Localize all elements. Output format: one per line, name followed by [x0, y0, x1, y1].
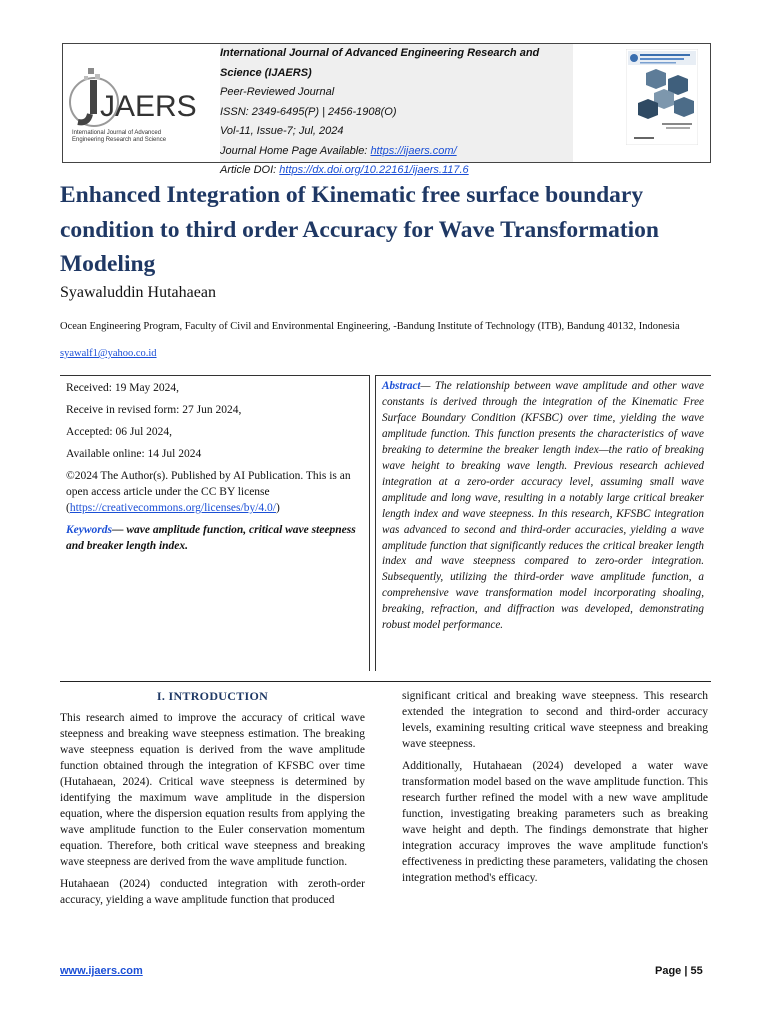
intro-paragraph-3: significant critical and breaking wave steepness. This research extended the integration to second and third-order accuracy levels, examining resulting critical wave steepness and breaking wave steepness.: [402, 690, 708, 750]
received-date: Received: 19 May 2024,: [66, 382, 180, 394]
intro-paragraph-1: This research aimed to improve the accuracy of critical wave steepness and breaking wave steepness estimation. The breaking wave steepness equation is derived from the wave amplitude function obtained through the integration of KFSBC over time (Hutahaean, 2024). Critical wave steepness is determined by identifying the maximum wave amplitude in the dispersion equation, where the dispersion equation results from applying the wave amplitude function to the Euler conservation momentum equation. Therefore, both critical wave steepness and breaking wave steepness are derived from the wave amplitude function.: [60, 712, 365, 868]
journal-cover-image: [626, 49, 698, 145]
peer-reviewed: Peer-Reviewed Journal: [220, 86, 335, 98]
issn: ISSN: 2349-6495(P) | 2456-1908(O): [220, 105, 397, 118]
license-link[interactable]: https://creativecommons.org/licenses/by/4.0/: [69, 502, 276, 514]
accepted-date: Accepted: 06 Jul 2024,: [66, 426, 173, 438]
keywords-label: Keywords: [66, 524, 112, 536]
doi-label: Article DOI:: [220, 164, 280, 176]
homepage-link[interactable]: https://ijaers.com/: [370, 144, 457, 157]
journal-header: [62, 43, 711, 176]
revised-date: Receive in revised form: 27 Jun 2024,: [66, 404, 242, 416]
license-statement: [66, 468, 362, 516]
author-name: Syawaluddin Hutahaean: [60, 284, 216, 301]
article-info-box: [60, 375, 370, 671]
homepage-label: Journal Home Page Available:: [220, 144, 371, 157]
author-email[interactable]: syawalf1@yahoo.co.id: [60, 348, 157, 359]
article-info: [66, 380, 362, 560]
abstract-text: — The relationship between wave amplitude and other wave constants is derived through the integration of the Kinematic Free Surface Boundary Condition (KFSBC) over time, yielding the wave amplitude function. This function presents the characteristics of wave breaking to determine the breaker length index—the ratio of breaking wave height to breaking wave length. Previous research achieved integration at a zero-order accuracy level, assuming small wave amplitude and long wave, resulting in a notably large critical breaker length index and wave steepness. In this research, KFSBC integration was advanced to second and third-order accuracies, yielding a wave amplitude function that significantly reduces the critical breaker length index and wave steepness compared to zero-order integration. Subsequently, utilizing the third-order wave amplitude function, a comprehensive wave transformation model incorporating shoaling, breaking, refraction, and diffraction was developed, demonstrating robust model performance.: [382, 380, 704, 632]
license-close: ): [275, 502, 280, 514]
journal-logo: [64, 64, 204, 144]
intro-paragraph-4: Additionally, Hutahaean (2024) developed a water wave transformation model based on the wave amplitude function. This research further refined the model with a new wave amplitude function, investigating breaking parameters such as breaking wave height and depth. The findings demonstrate that higher integration accuracy improves the wave amplitude function's effectiveness in predicting these parameters, validating the chosen integration method's efficacy.: [402, 760, 708, 884]
abstract: [382, 379, 704, 634]
logo-subtitle-2: Engineering Research and Science: [72, 137, 167, 143]
license-text: ©2024 The Author(s). Published by AI Publication. This is an open access article under the CC BY license (: [66, 470, 351, 514]
online-date: Available online: 14 Jul 2024: [66, 448, 202, 460]
paper-title: Enhanced Integration of Kinematic free surface boundary condition to third order Accuracy for Wave Transformation Modeling: [60, 182, 659, 277]
footer-page-number: Page | 55: [655, 965, 703, 977]
homepage-line: [220, 142, 573, 162]
body-column-right: [402, 688, 708, 892]
keywords-text: — wave amplitude function, critical wave steepness and breaker length index.: [66, 524, 356, 552]
section-heading-introduction: I. INTRODUCTION: [156, 689, 269, 703]
logo-subtitle-1: International Journal of Advanced: [72, 130, 162, 136]
body-column-left: [60, 688, 365, 914]
keywords: [66, 522, 362, 554]
doi-link[interactable]: https://dx.doi.org/10.22161/ijaers.117.6: [279, 164, 469, 176]
volume-issue: Vol-11, Issue-7; Jul, 2024: [220, 125, 344, 137]
journal-name-line2: Science (IJAERS): [220, 66, 312, 79]
section-divider: [60, 681, 711, 682]
journal-name-line1: International Journal of Advanced Engineering Research and: [220, 47, 540, 59]
abstract-label: Abstract: [382, 380, 421, 392]
intro-paragraph-2: Hutahaean (2024) conducted integration with zeroth-order accuracy, yielding a wave amplitude function that produced: [60, 878, 365, 906]
footer-website-link[interactable]: www.ijaers.com: [60, 965, 143, 977]
abstract-box: [375, 375, 711, 671]
author-affiliation: Ocean Engineering Program, Faculty of Civil and Environmental Engineering, -Bandung Institute of Technology (ITB), Bandung 40132, Indonesia: [60, 321, 680, 332]
journal-info-panel: [220, 44, 573, 176]
logo-text: JAERS: [100, 90, 197, 123]
